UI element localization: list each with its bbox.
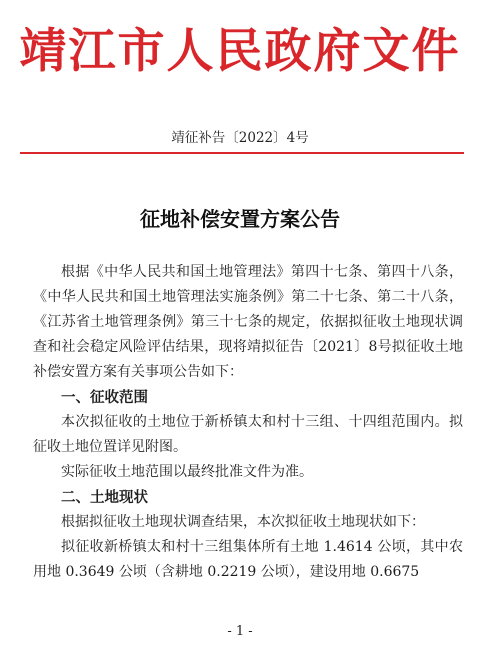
document-number: 靖征补告〔2022〕4号 [171,130,309,146]
section-heading-land-status: 二、土地现状 [61,489,148,506]
section-heading-scope: 一、征收范围 [61,389,148,406]
issuer-header-title: 靖江市人民政府文件 [19,24,461,79]
land-status-paragraph-details: 拟征收新桥镇太和村十三组集体所有土地 1.4614 公顷，其中农用地 0.3649 公顷（含耕地 0.2219 公顷），建设用地 0.6675 [33,539,463,580]
red-divider-line [20,152,464,154]
scope-paragraph-final-scope: 实际征收土地范围以最终批准文件为准。 [61,464,313,480]
document-body [33,260,463,585]
intro-paragraph: 根据《中华人民共和国土地管理法》第四十七条、第四十八条，《中华人民共和国土地管理法实施条例》第二十七条、第二十八条，《江苏省土地管理条例》第三十七条的规定，依据拟征收土地现状调查和社会稳定风险评估结果，现将靖拟征告〔2021〕8号拟征收土地补偿安置方案有关事项公告如下： [33,264,463,380]
scope-paragraph-location: 本次拟征收的土地位于新桥镇太和村十三组、十四组范围内。拟征收土地位置详见附图。 [33,414,463,455]
page-number: - 1 - [227,624,253,639]
notice-title: 征地补偿安置方案公告 [140,207,340,231]
land-status-paragraph-intro: 根据拟征收土地现状调查结果，本次拟征收土地现状如下： [61,514,425,530]
